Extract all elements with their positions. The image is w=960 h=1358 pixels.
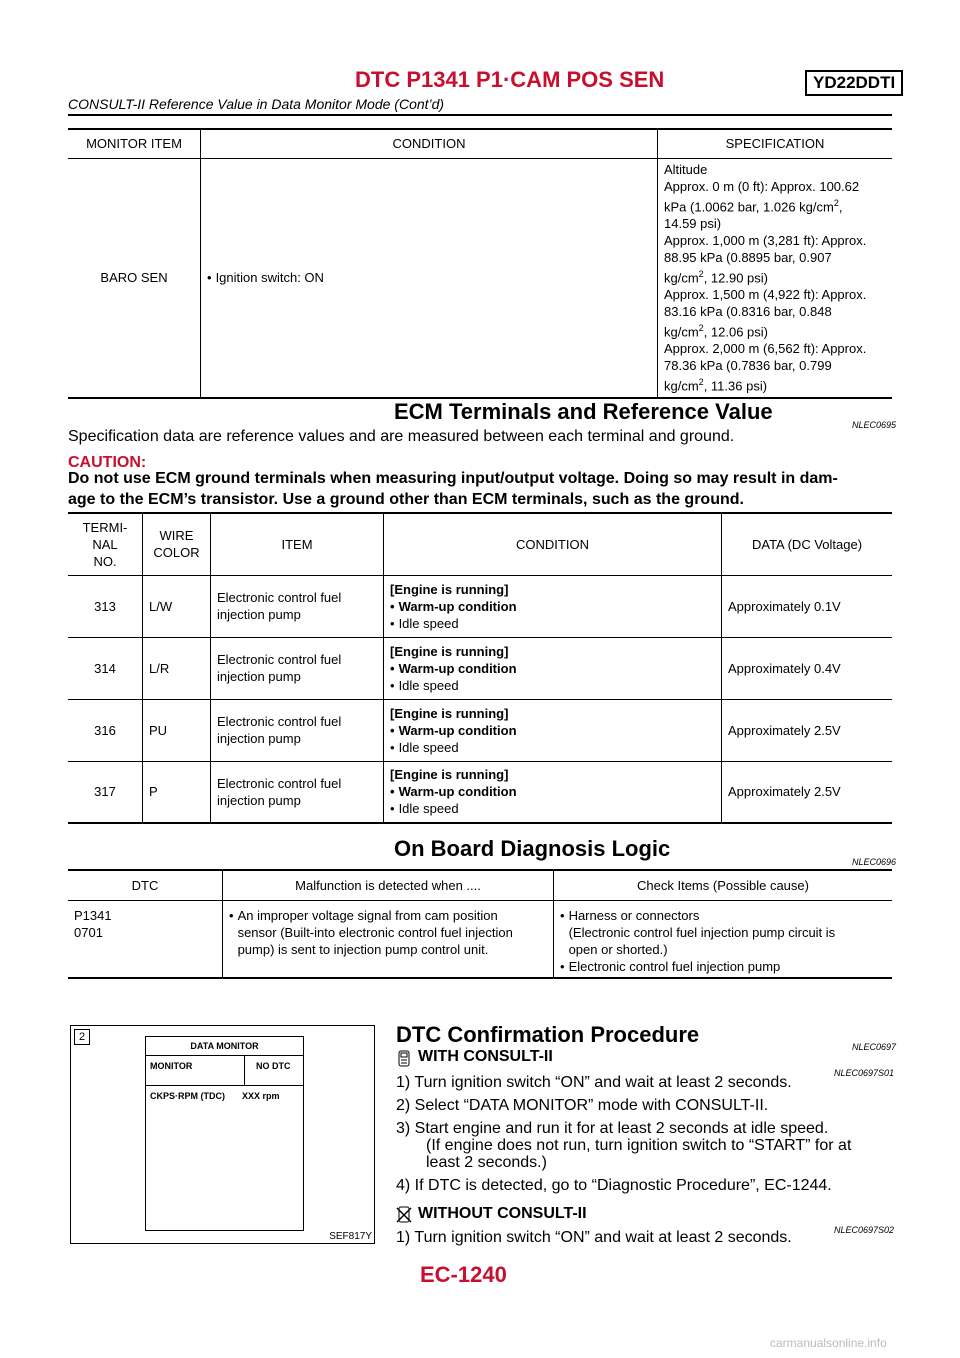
step-2: 2) Select “DATA MONITOR” mode with CONSULT-II. [396,1097,769,1114]
figure-code: SEF817Y [329,1231,372,1242]
monitor-table [68,128,892,399]
obd-section-title: On Board Diagnosis Logic [394,836,671,861]
step-4: 4) If DTC is detected, go to “Diagnostic Procedure”, EC-1244. [396,1177,832,1194]
col-condition: CONDITION [201,129,658,158]
col-wire-color: WIRE COLOR [143,513,211,575]
table-row: 317 P Electronic control fuel injection pump [Engine is running] • Warm-up condition • Idle speed Approximately 2.5V [68,761,892,823]
figure-number: 2 [74,1029,90,1045]
table-row: P1341 0701 • An improper voltage signal from cam position sensor (Built-into electronic control fuel injection pump) is sent to injection pump control unit. • Harness or connectors (Electronic control fuel injection pump circuit is open or shorted.) • Electronic control fuel injection pump [68,900,892,978]
without-consult-code: NLEC0697S02 [834,1225,895,1235]
monitor-item-cell: BARO SEN [100,270,168,286]
without-consult-heading: WITHOUT CONSULT-II [418,1205,587,1222]
step-3: 3) Start engine and run it for at least 2 seconds at idle speed. [396,1120,829,1137]
step-3-note-line2: least 2 seconds.) [426,1154,547,1171]
without-step-1: 1) Turn ignition switch “ON” and wait at least 2 seconds. [396,1229,792,1246]
col-dtc: DTC [68,870,223,900]
caution-label: CAUTION: [68,454,147,471]
step-1: 1) Turn ignition switch “ON” and wait at least 2 seconds. [396,1074,792,1091]
screen-title: DATA MONITOR [190,1041,259,1051]
monitor-spec-cell: Altitude Approx. 0 m (0 ft): Approx. 100.62 kPa (1.0062 bar, 1.026 $kg/cm^2$, 14.59 psi) Approx. 1,000 m (3,281 ft): Approx. 88.95 kPa (0.8895 bar, 0.907 $kg/cm^2$, 12.90 psi) Approx. 1,500 m (4,922 ft): Approx. 83.16 kPa (0.8316 bar, 0.848 $kg/cm^2$, 12.06 psi) Approx. 2,000 m (6,562 ft): Approx. 78.36 kPa (0.7836 bar, 0.799 $kg/cm^2$, 11.36 psi) [658,158,893,398]
col-malfunction: Malfunction is detected when .... [223,870,554,900]
table-row: 314 L/R Electronic control fuel injection pump [Engine is running] • Warm-up condition • Idle speed Approximately 0.4V [68,637,892,699]
caution-text: Do not use ECM ground terminals when measuring input/output voltage. Doing so may result in dam- age to the ECM’s transistor. Use a ground other than ECM terminals, such as the ground. [68,470,838,508]
header-rule [68,114,892,116]
screen-row-value: XXX rpm [242,1091,280,1101]
table-row: 316 PU Electronic control fuel injection pump [Engine is running] • Warm-up condition • Idle speed Approximately 2.5V [68,699,892,761]
monitor-condition-cell: • Ignition switch: ON [201,158,658,398]
col-check-items: Check Items (Possible cause) [554,870,893,900]
ecm-section-code: NLEC0695 [852,420,897,430]
consult-tester-icon [396,1050,412,1068]
no-tester-icon [396,1206,412,1224]
ecm-intro: Specification data are reference values and are measured between each terminal and ground. [68,428,735,445]
confirm-section-code: NLEC0697 [852,1042,897,1052]
page-title: DTC P1341 P1·CAM POS SEN [355,67,665,92]
step-3-note-line1: (If engine does not run, turn ignition switch to “START” for at [426,1137,852,1154]
confirm-section-title: DTC Confirmation Procedure [396,1022,700,1047]
col-monitor-item: MONITOR ITEM [68,129,201,158]
page-number: EC-1240 [420,1262,507,1287]
consult-screen-figure [70,1025,375,1244]
data-monitor-screen [145,1036,304,1231]
with-consult-heading: WITH CONSULT-II [418,1048,553,1065]
watermark: carmanualsonline.info [770,1336,887,1350]
col-condition: CONDITION [384,513,722,575]
col-terminal: TERMI- NAL NO. [68,513,143,575]
ecm-section-title: ECM Terminals and Reference Value [394,399,773,424]
obd-table [68,869,892,979]
screen-col-status: NO DTC [256,1061,291,1071]
engine-badge: YD22DDTI [805,70,903,96]
with-consult-code: NLEC0697S01 [834,1068,895,1078]
obd-section-code: NLEC0696 [852,857,897,867]
ecm-terminal-table [68,512,892,824]
col-item: ITEM [211,513,384,575]
col-data: DATA (DC Voltage) [722,513,893,575]
page-subtitle: CONSULT-II Reference Value in Data Monitor Mode (Cont’d) [68,96,445,112]
screen-row-label: CKPS·RPM (TDC) [150,1091,225,1101]
screen-col-monitor: MONITOR [150,1061,193,1071]
col-specification: SPECIFICATION [658,129,893,158]
table-row: 313 L/W Electronic control fuel injection pump [Engine is running] • Warm-up condition • Idle speed Approximately 0.1V [68,575,892,637]
